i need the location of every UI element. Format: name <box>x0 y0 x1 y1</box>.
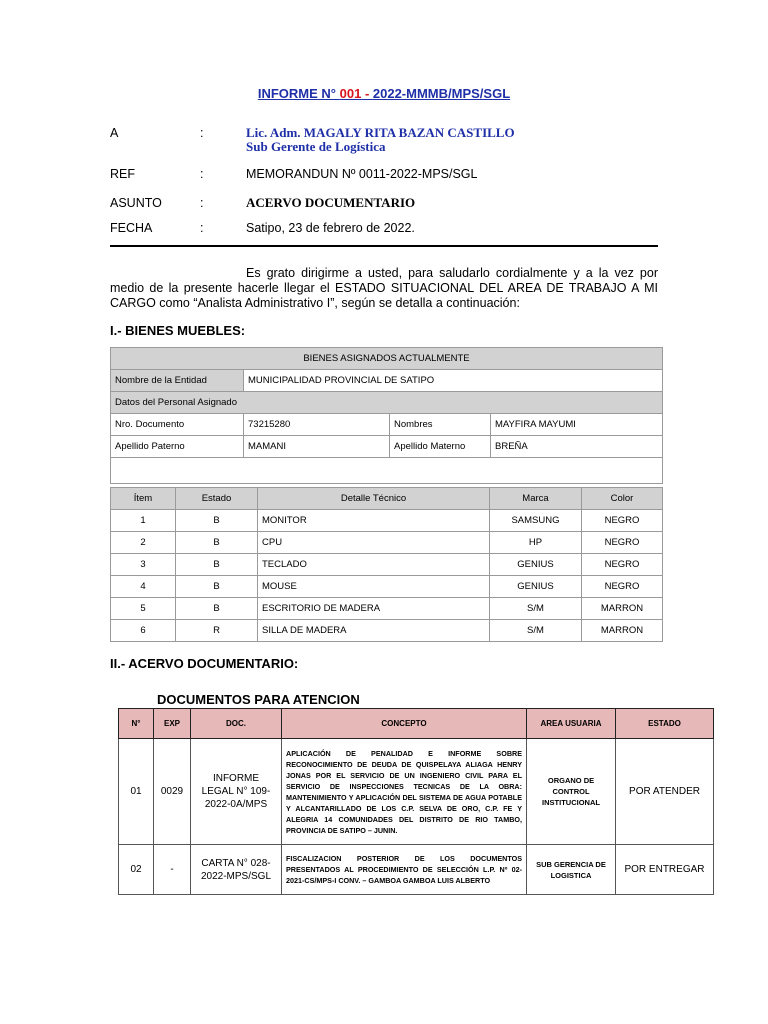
col-exp: EXP <box>154 709 191 739</box>
item-estado: B <box>176 554 258 576</box>
col-detalle: Detalle Técnico <box>258 488 490 510</box>
item-color: MARRON <box>582 598 663 620</box>
item-estado: R <box>176 620 258 642</box>
col-concepto: CONCEPTO <box>282 709 527 739</box>
table-row <box>119 845 714 895</box>
table-row <box>111 510 663 532</box>
col-estado: ESTADO <box>616 709 714 739</box>
header-divider <box>110 245 658 247</box>
personal-label: Datos del Personal Asignado <box>111 392 663 414</box>
empty-row <box>111 458 663 484</box>
item-number: 2 <box>111 532 176 554</box>
ref-label: REF <box>110 167 135 181</box>
title-suffix: 2022-MMMB/MPS/SGL <box>372 86 511 101</box>
a-label: A <box>110 126 119 140</box>
item-detalle: SILLA DE MADERA <box>258 620 490 642</box>
doc-area: SUB GERENCIA DE LOGISTICA <box>527 845 616 895</box>
col-item: Ítem <box>111 488 176 510</box>
col-marca: Marca <box>490 488 582 510</box>
doc-name: INFORME LEGAL N° 109-2022-0A/MPS <box>191 739 282 845</box>
item-detalle: MOUSE <box>258 576 490 598</box>
paterno-label: Apellido Paterno <box>111 436 244 458</box>
item-estado: B <box>176 510 258 532</box>
recipient-title: Sub Gerente de Logística <box>246 139 386 154</box>
entidad-value: MUNICIPALIDAD PROVINCIAL DE SATIPO <box>244 370 663 392</box>
col-n: N° <box>119 709 154 739</box>
report-title <box>0 86 768 101</box>
ref-colon: : <box>200 167 204 181</box>
col-doc: DOC. <box>191 709 282 739</box>
item-color: NEGRO <box>582 532 663 554</box>
item-detalle: TECLADO <box>258 554 490 576</box>
item-number: 1 <box>111 510 176 532</box>
doc-n: 01 <box>119 739 154 845</box>
table-row <box>111 598 663 620</box>
title-prefix: INFORME N° <box>257 86 340 101</box>
nombres-label: Nombres <box>390 414 491 436</box>
docs-table <box>118 708 714 895</box>
item-marca: GENIUS <box>490 576 582 598</box>
fecha-colon: : <box>200 221 204 235</box>
bienes-info-table <box>110 347 663 484</box>
item-detalle: ESCRITORIO DE MADERA <box>258 598 490 620</box>
nombres-value: MAYFIRA MAYUMI <box>491 414 663 436</box>
materno-label: Apellido Materno <box>390 436 491 458</box>
asunto-label: ASUNTO <box>110 196 162 210</box>
doc-n: 02 <box>119 845 154 895</box>
table-row <box>119 739 714 845</box>
paterno-value: MAMANI <box>244 436 390 458</box>
doc-area: ORGANO DE CONTROL INSTITUCIONAL <box>527 739 616 845</box>
table-row <box>111 554 663 576</box>
item-marca: GENIUS <box>490 554 582 576</box>
item-color: NEGRO <box>582 576 663 598</box>
doc-value: 73215280 <box>244 414 390 436</box>
section-bienes-title: I.- BIENES MUEBLES: <box>110 323 246 338</box>
materno-value: BREÑA <box>491 436 663 458</box>
bienes-heading: BIENES ASIGNADOS ACTUALMENTE <box>111 348 663 370</box>
doc-label: Nro. Documento <box>111 414 244 436</box>
item-color: NEGRO <box>582 554 663 576</box>
item-number: 4 <box>111 576 176 598</box>
item-color: NEGRO <box>582 510 663 532</box>
item-marca: S/M <box>490 598 582 620</box>
intro-text: Es grato dirigirme a usted, para saludarlo cordialmente y a la vez por medio de la presente hacerle llegar el ESTADO SITUACIONAL DEL AREA DE TRABAJO A MI CARGO como “Analista Administrativo I”, según se detalla a continuación: <box>110 266 658 310</box>
entidad-label: Nombre de la Entidad <box>111 370 244 392</box>
doc-estado: POR ENTREGAR <box>616 845 714 895</box>
table-row <box>111 532 663 554</box>
intro-paragraph <box>110 266 658 311</box>
item-number: 5 <box>111 598 176 620</box>
fecha-label: FECHA <box>110 221 153 235</box>
asunto-value: ACERVO DOCUMENTARIO <box>246 195 416 210</box>
title-number: 001 <box>339 86 362 101</box>
item-marca: SAMSUNG <box>490 510 582 532</box>
ref-value: MEMORANDUN Nº 0011-2022-MPS/SGL <box>246 167 478 181</box>
item-marca: HP <box>490 532 582 554</box>
doc-name: CARTA N° 028-2022-MPS/SGL <box>191 845 282 895</box>
section-acervo-title: II.- ACERVO DOCUMENTARIO: <box>110 656 299 671</box>
recipient-name: Lic. Adm. MAGALY RITA BAZAN CASTILLO <box>246 125 515 140</box>
table-row <box>111 620 663 642</box>
item-number: 6 <box>111 620 176 642</box>
doc-concepto: APLICACIÓN DE PENALIDAD E INFORME SOBRE RECONOCIMIENTO DE DEUDA DE QUISPELAYA ALIAGA HENRY JONAS POR EL SERVICIO DE UN INGENIERO CIVIL PARA EL SERVICIO DE INSPECCIONES TECNICAS DE LA OBRA: MANTENIMIENTO Y APLICACIÓN DEL SISTEMA DE AGUA POTABLE Y ALCANTARILLADO DE LOS C.P. SELVA DE ORO, C.P. FE Y ALEGRIA 14 COMUNIDADES DEL DISTRITO DE RIO TAMBO, PROVINCIA DE SATIPO – JUNIN. <box>282 739 527 845</box>
title-dash: - <box>361 86 373 101</box>
col-color: Color <box>582 488 663 510</box>
item-estado: B <box>176 532 258 554</box>
asunto-colon: : <box>200 196 204 210</box>
table-row <box>111 576 663 598</box>
doc-estado: POR ATENDER <box>616 739 714 845</box>
item-marca: S/M <box>490 620 582 642</box>
item-number: 3 <box>111 554 176 576</box>
fecha-value: Satipo, 23 de febrero de 2022. <box>246 221 415 235</box>
item-detalle: CPU <box>258 532 490 554</box>
doc-exp: - <box>154 845 191 895</box>
item-color: MARRON <box>582 620 663 642</box>
items-table <box>110 487 663 642</box>
doc-exp: 0029 <box>154 739 191 845</box>
docs-table-title: DOCUMENTOS PARA ATENCION <box>157 692 360 707</box>
item-detalle: MONITOR <box>258 510 490 532</box>
doc-concepto: FISCALIZACION POSTERIOR DE LOS DOCUMENTOS PRESENTADOS AL PROCEDIMIENTO DE SELECCIÓN L.P. Nº 02-2021-CS/MPS-I CONV. – GAMBOA GAMBOA LUIS ALBERTO <box>282 845 527 895</box>
item-estado: B <box>176 576 258 598</box>
col-estado: Estado <box>176 488 258 510</box>
item-estado: B <box>176 598 258 620</box>
col-area: AREA USUARIA <box>527 709 616 739</box>
a-colon: : <box>200 126 204 140</box>
